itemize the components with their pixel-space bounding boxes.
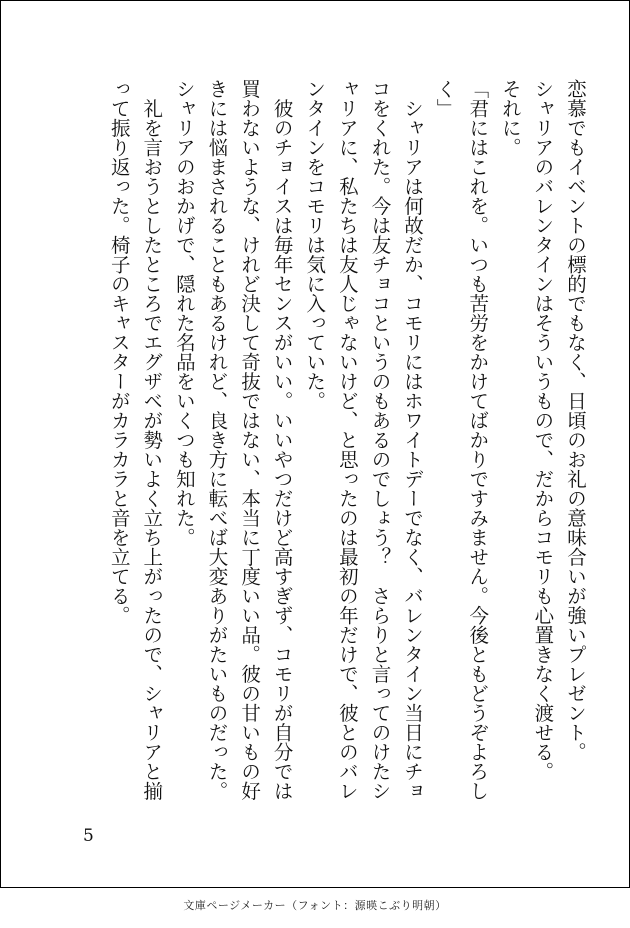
paragraph-4: 「君にはこれを。いつも苦労をかけてばかりですみません。今後ともどうぞよろしく」	[433, 79, 490, 801]
paragraph-6: 彼のチョイスは毎年センスがいい。いいやつだけど高すぎず、コモリが自分では買わないような、けれど決して奇抜ではない、本当に丁度いい品。彼の甘いもの好きには悩まされることもあるけれど、良き方に転べば大変ありがたいものだった。シャリアのおかげで、隠れた名品をいくつも知れた。	[172, 79, 294, 801]
page-number: 5	[83, 826, 94, 846]
body-text	[102, 79, 591, 819]
paragraph-2: シャリアのバレンタインはそういうもので、だからコモリも心置きなく渡せる。	[531, 79, 555, 781]
paragraph-5: シャリアは何故だか、コモリにはホワイトデーでなく、バレンタイン当日にチョコをくれた。今は友チョコというのもあるのでしょう？ さらりと言ってのけたシャリアに、私たちは友人じゃないけど、と思ったのは最初の年だけで、彼とのバレンタインをコモリは気に入っていた。	[303, 79, 425, 801]
paragraph-7: 礼を言おうとしたところでエグザベが勢いよく立ち上がったので、シャリアと揃って振り返った。椅子のキャスターがカラカラと音を立てる。	[107, 79, 164, 801]
paragraph-1: 恋慕でもイベントの標的でもなく、日頃のお礼の意味合いが強いプレゼント。	[564, 79, 587, 762]
footer-caption: 文庫ページメーカー（フォント：源暎こぶり明朝）	[183, 899, 447, 912]
paragraph-3: それに。	[498, 79, 522, 157]
